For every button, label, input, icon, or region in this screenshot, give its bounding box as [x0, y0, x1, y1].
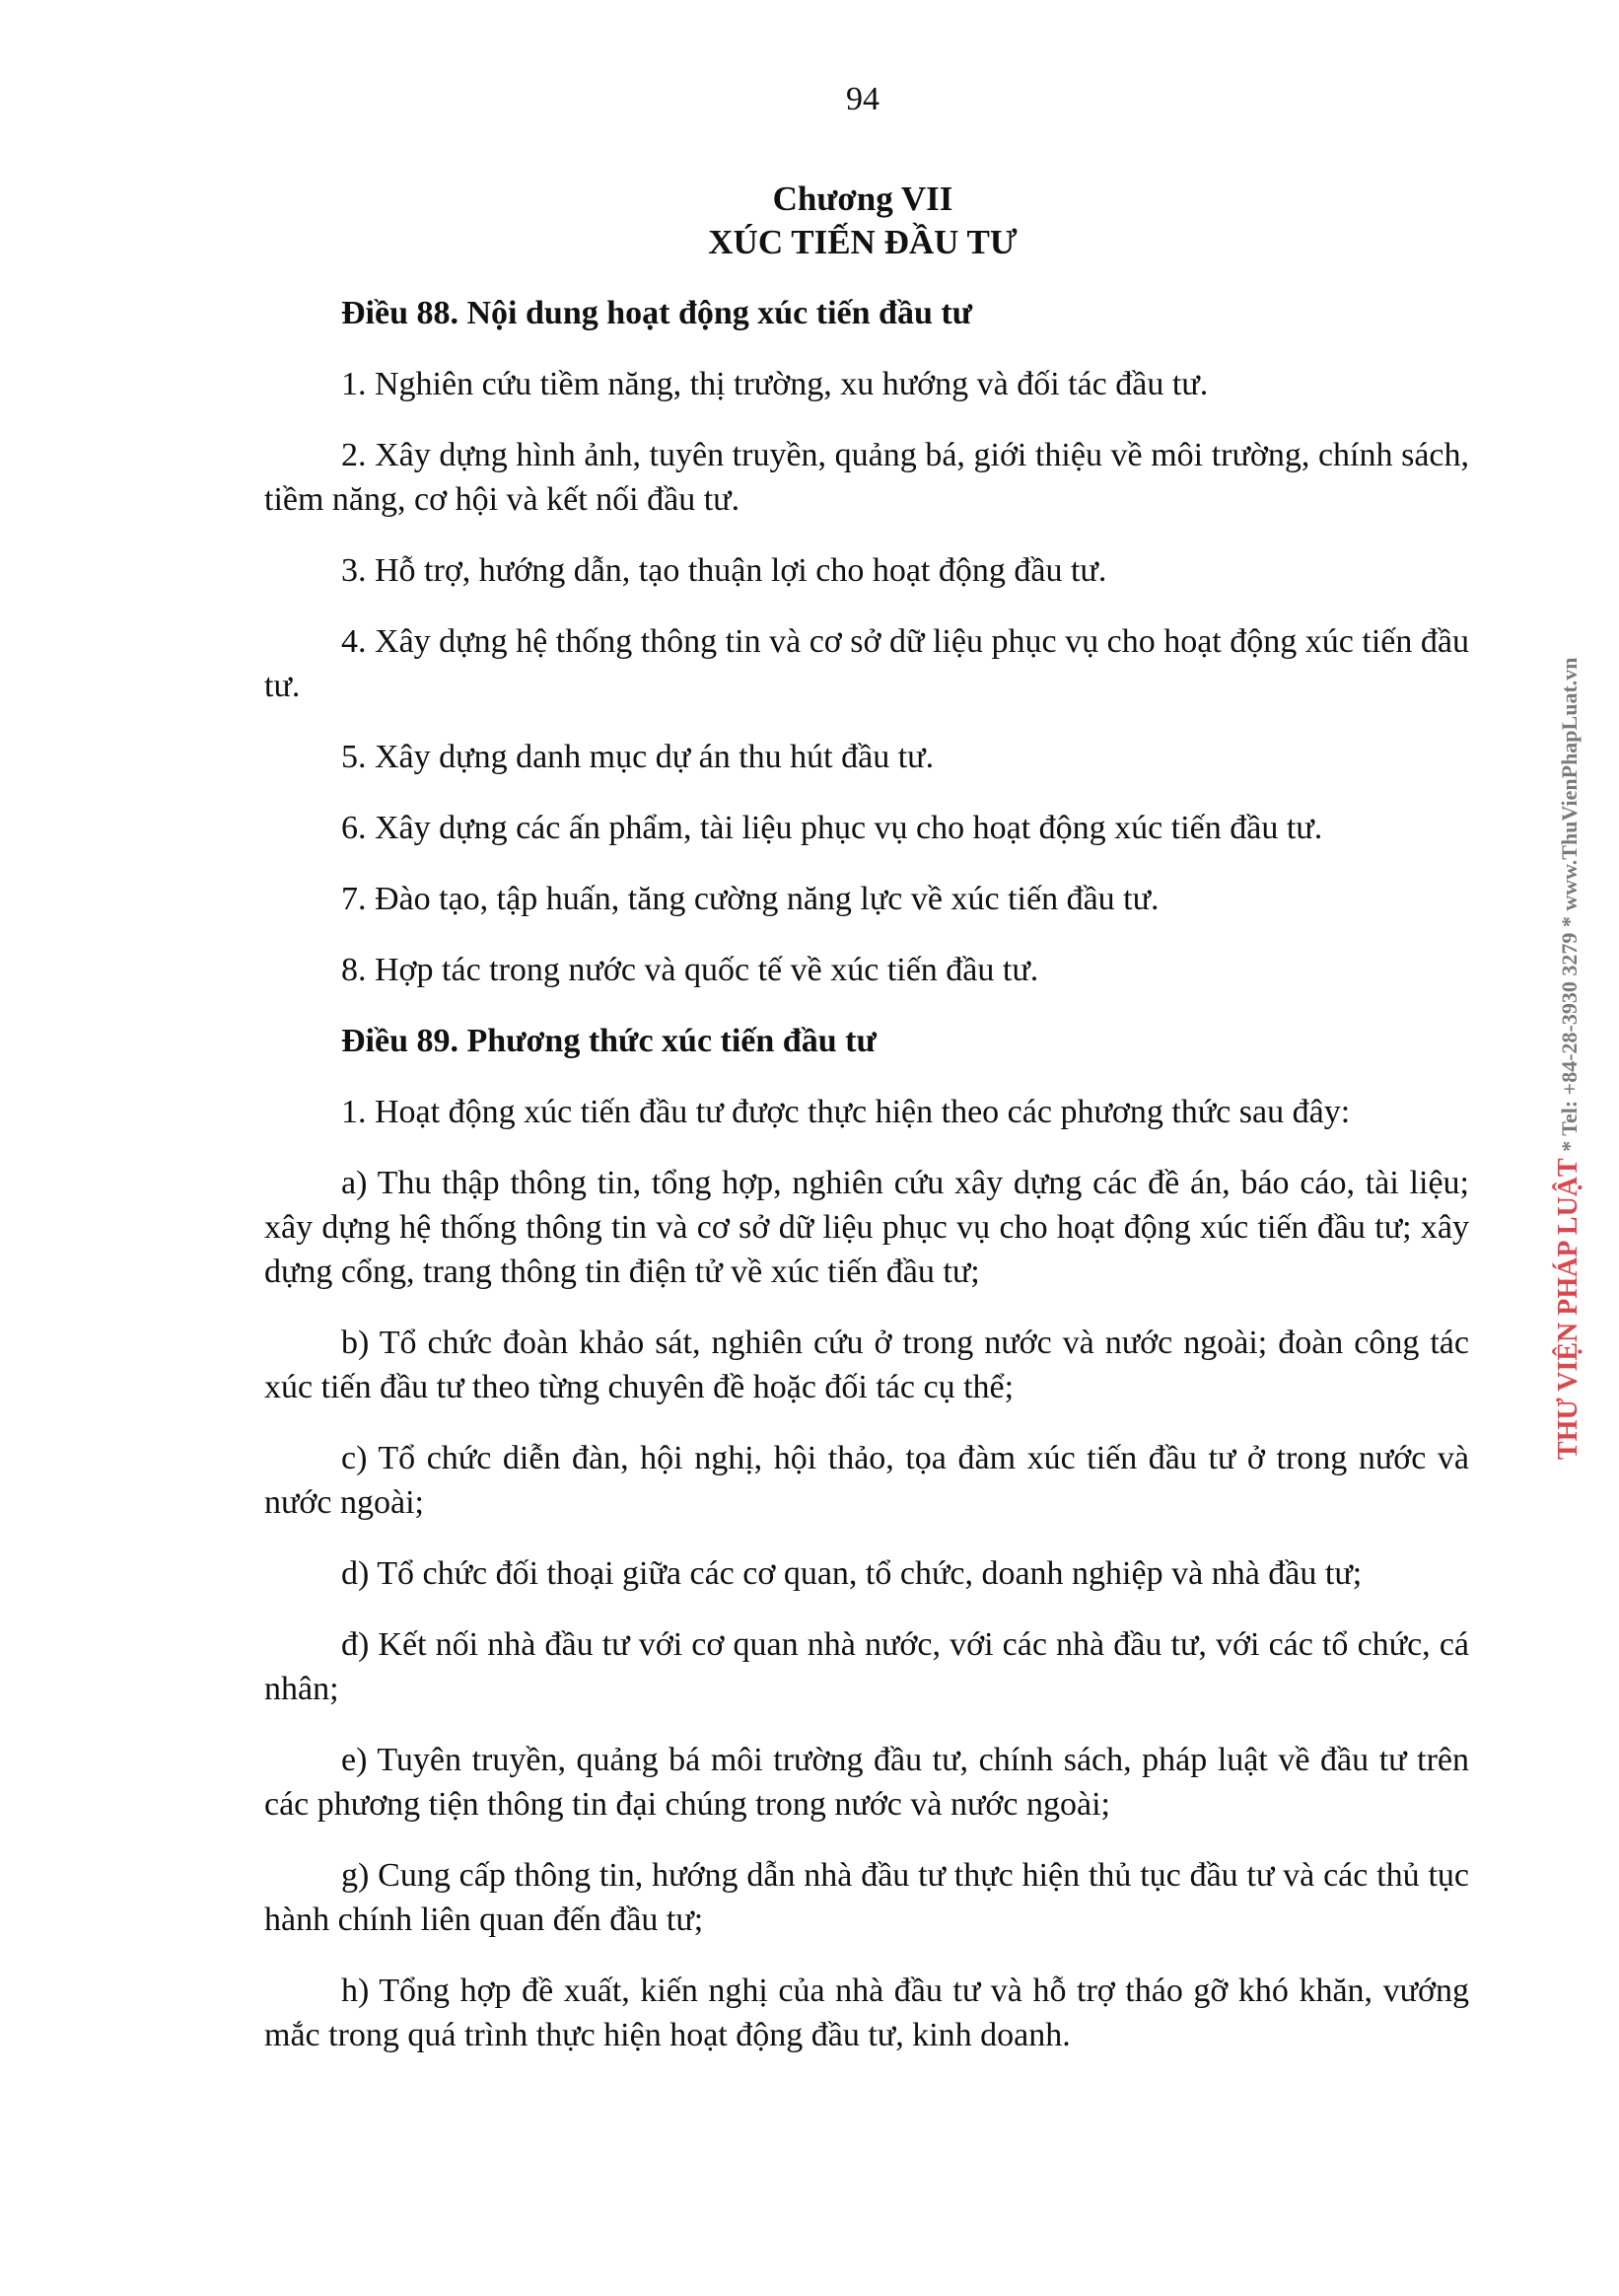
- article-heading: Điều 89. Phương thức xúc tiến đầu tư: [341, 1023, 877, 1059]
- paragraph: 4. Xây dựng hệ thống thông tin và cơ sở dữ liệu phục vụ cho hoạt động xúc tiến đầu tư.: [264, 623, 1469, 704]
- paragraph: h) Tổng hợp đề xuất, kiến nghị của nhà đầu tư và hỗ trợ tháo gỡ khó khăn, vướng mắc trong quá trình thực hiện hoạt động đầu tư, kinh doanh.: [264, 1973, 1469, 2053]
- article-88: [264, 291, 1469, 992]
- paragraph: a) Thu thập thông tin, tổng hợp, nghiên cứu xây dựng các đề án, báo cáo, tài liệu; xây dựng hệ thống thông tin và cơ sở dữ liệu phục vụ cho hoạt động xúc tiến đầu tư; xây dựng cổng, trang thông tin điện tử về xúc tiến đầu tư;: [264, 1165, 1469, 1290]
- paragraph: e) Tuyên truyền, quảng bá môi trường đầu tư, chính sách, pháp luật về đầu tư trên các phương tiện thông tin đại chúng trong nước và nước ngoài;: [264, 1742, 1469, 1823]
- paragraph: 2. Xây dựng hình ảnh, tuyên truyền, quảng bá, giới thiệu về môi trường, chính sách, tiềm năng, cơ hội và kết nối đầu tư.: [264, 437, 1469, 518]
- paragraph: b) Tổ chức đoàn khảo sát, nghiên cứu ở trong nước và nước ngoài; đoàn công tác xúc tiến đầu tư theo từng chuyên đề hoặc đối tác cụ thể;: [264, 1325, 1469, 1405]
- paragraph: 8. Hợp tác trong nước và quốc tế về xúc tiến đầu tư.: [341, 952, 1039, 988]
- chapter-name: XÚC TIẾN ĐẦU TƯ: [708, 223, 1018, 261]
- watermark: [1553, 657, 1584, 1460]
- document-body: [264, 291, 1469, 2084]
- paragraph: c) Tổ chức diễn đàn, hội nghị, hội thảo, tọa đàm xúc tiến đầu tư ở trong nước và nước ngoài;: [264, 1440, 1469, 1521]
- paragraph: đ) Kết nối nhà đầu tư với cơ quan nhà nước, với các nhà đầu tư, với các tổ chức, cá nhân;: [264, 1626, 1469, 1707]
- paragraph: 7. Đào tạo, tập huấn, tăng cường năng lực về xúc tiến đầu tư.: [341, 881, 1160, 917]
- article-89: [264, 1019, 1469, 2057]
- watermark-brand: THƯ VIỆN PHÁP LUẬT: [1553, 1158, 1584, 1460]
- paragraph: 3. Hỗ trợ, hướng dẫn, tạo thuận lợi cho hoạt động đầu tư.: [341, 552, 1107, 589]
- paragraph: 6. Xây dựng các ấn phẩm, tài liệu phục vụ cho hoạt động xúc tiến đầu tư.: [341, 810, 1323, 846]
- paragraph: 1. Nghiên cứu tiềm năng, thị trường, xu hướng và đối tác đầu tư.: [341, 366, 1209, 402]
- chapter-number: Chương VII: [772, 179, 953, 218]
- paragraph: 1. Hoạt động xúc tiến đầu tư được thực hiện theo các phương thức sau đây:: [341, 1094, 1351, 1130]
- paragraph: 5. Xây dựng danh mục dự án thu hút đầu tư.: [341, 739, 935, 775]
- paragraph: g) Cung cấp thông tin, hướng dẫn nhà đầu tư thực hiện thủ tục đầu tư và các thủ tục hành chính liên quan đến đầu tư;: [264, 1857, 1469, 1938]
- chapter-title: [0, 178, 1619, 264]
- watermark-contact: * Tel: +84-28-3930 3279 * www.ThuVienPhapLuat.vn: [1557, 657, 1582, 1152]
- paragraph: d) Tổ chức đối thoại giữa các cơ quan, tổ chức, doanh nghiệp và nhà đầu tư;: [341, 1555, 1363, 1592]
- article-heading: Điều 88. Nội dung hoạt động xúc tiến đầu tư: [341, 295, 973, 331]
- page-number: 94: [846, 81, 880, 117]
